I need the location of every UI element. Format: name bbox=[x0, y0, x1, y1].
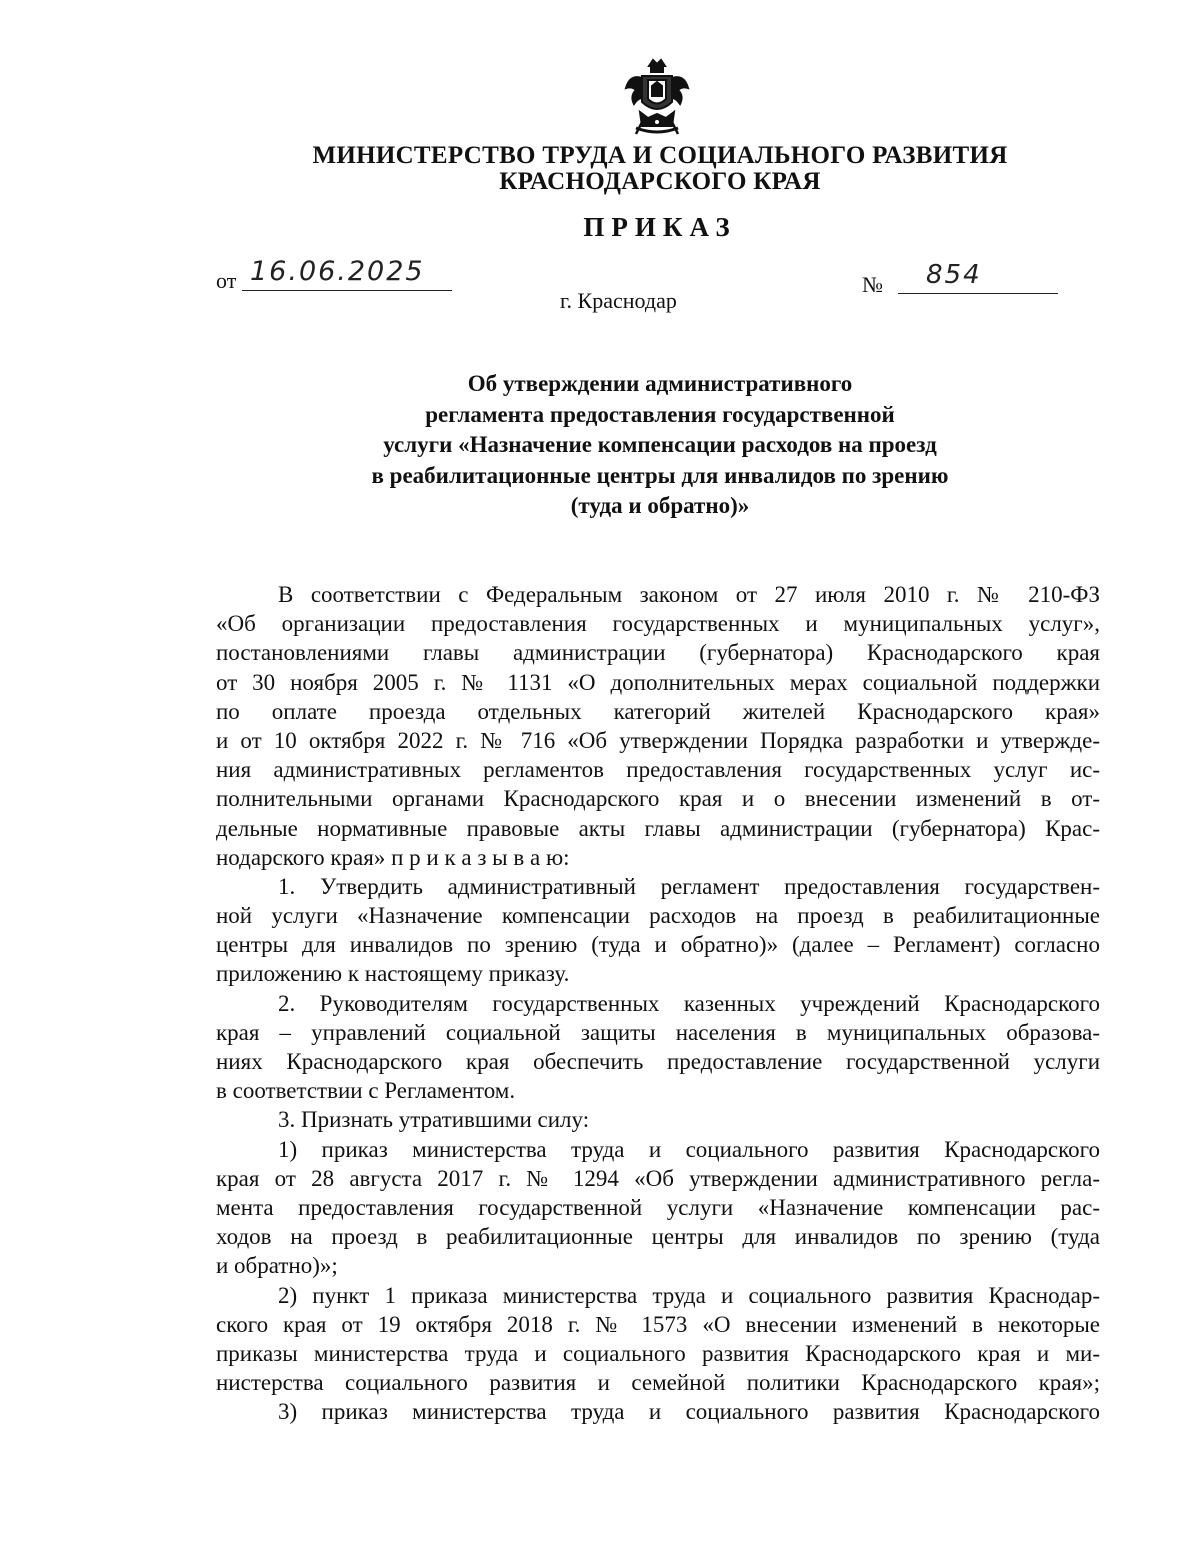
coat-of-arms-icon bbox=[622, 56, 692, 140]
body-line: «Об организации предоставления государственных и муниципальных услуг», bbox=[216, 611, 1100, 637]
body-line: ходов на проезд в реабилитационные центры для инвалидов по зрению (туда bbox=[216, 1224, 1100, 1250]
body-line: нистерства социального развития и семейной политики Краснодарского края»; bbox=[216, 1370, 1100, 1396]
subject-line: услуги «Назначение компенсации расходов на проезд bbox=[383, 432, 937, 457]
body-line: ной услуги «Назначение компенсации расходов на проезд в реабилитационные bbox=[216, 903, 1100, 929]
body-line: приказы министерства труда и социального развития Краснодарского края и ми- bbox=[216, 1340, 1100, 1366]
number-value: 854 bbox=[926, 260, 982, 290]
body-line: 1. Утвердить административный регламент предоставления государствен- bbox=[278, 873, 1100, 899]
number-field bbox=[862, 262, 1062, 302]
body-line: центры для инвалидов по зрению (туда и обратно)» (далее – Регламент) согласно bbox=[216, 932, 1100, 958]
document-body bbox=[216, 580, 1100, 1426]
subject-line: регламента предоставления государственной bbox=[425, 401, 895, 427]
date-underline bbox=[242, 290, 452, 291]
body-line: по оплате проезда отдельных категорий жителей Краснодарского края» bbox=[216, 698, 1100, 724]
body-line: края от 28 августа 2017 г. № 1294 «Об утверждении административного регла- bbox=[216, 1165, 1100, 1191]
body-line: 1) приказ министерства труда и социального развития Краснодарского bbox=[278, 1136, 1100, 1162]
body-line: края – управлений социальной защиты населения в муниципальных образова- bbox=[216, 1019, 1100, 1045]
body-line: нодарского края» п р и к а з ы в а ю: bbox=[216, 844, 570, 870]
document-subject bbox=[300, 369, 1020, 522]
body-line: 2. Руководителям государственных казенных учреждений Краснодарского bbox=[278, 990, 1100, 1016]
body-line: мента предоставления государственной услуги «Назначение компенсации рас- bbox=[216, 1194, 1100, 1220]
body-line: 3. Признать утратившими силу: bbox=[278, 1107, 590, 1133]
body-line: и от 10 октября 2022 г. № 716 «Об утверждении Порядка разработки и утвержде- bbox=[216, 727, 1100, 753]
body-line: постановлениями главы администрации (губернатора) Краснодарского края bbox=[216, 640, 1100, 666]
ministry-name-line2: КРАСНОДАРСКОГО КРАЯ bbox=[499, 168, 821, 195]
date-value: 16.06.2025 bbox=[250, 256, 425, 287]
date-prefix: от bbox=[216, 268, 237, 293]
body-line: дельные нормативные правовые акты главы администрации (губернатора) Крас- bbox=[216, 815, 1100, 841]
city: г. Краснодар bbox=[560, 288, 677, 313]
body-line: от 30 ноября 2005 г. № 1131 «О дополнительных мерах социальной поддержки bbox=[216, 669, 1100, 695]
body-line: ского края от 19 октября 2018 г. № 1573 «О внесении изменений в некоторые bbox=[216, 1311, 1100, 1337]
body-line: В соответствии с Федеральным законом от 27 июля 2010 г. № 210-ФЗ bbox=[278, 582, 1100, 607]
number-underline bbox=[898, 293, 1058, 294]
date-field bbox=[216, 256, 456, 296]
body-line: ниях Краснодарского края обеспечить предоставление государственной услуги bbox=[216, 1049, 1100, 1074]
body-line: и обратно)»; bbox=[216, 1253, 338, 1279]
subject-line: Об утверждении административного bbox=[467, 371, 853, 396]
body-line: в соответствии с Регламентом. bbox=[216, 1078, 516, 1104]
body-line: 2) пункт 1 приказа министерства труда и социального развития Краснодар- bbox=[278, 1282, 1100, 1308]
body-line: полнительными органами Краснодарского края и о внесении изменений в от- bbox=[216, 786, 1100, 812]
document-type-title: ПРИКАЗ bbox=[583, 212, 737, 242]
ministry-name-line1: МИНИСТЕРСТВО ТРУДА И СОЦИАЛЬНОГО РАЗВИТИЯ bbox=[312, 142, 1008, 169]
subject-line: (туда и обратно)» bbox=[570, 493, 750, 518]
body-line: ния административных регламентов предоставления государственных услуг ис- bbox=[216, 757, 1100, 783]
body-line: 3) приказ министерства труда и социального развития Краснодарского bbox=[278, 1399, 1100, 1425]
body-line: приложению к настоящему приказу. bbox=[216, 961, 570, 987]
number-prefix: № bbox=[862, 272, 883, 297]
subject-line: в реабилитационные центры для инвалидов по зрению bbox=[371, 462, 949, 488]
